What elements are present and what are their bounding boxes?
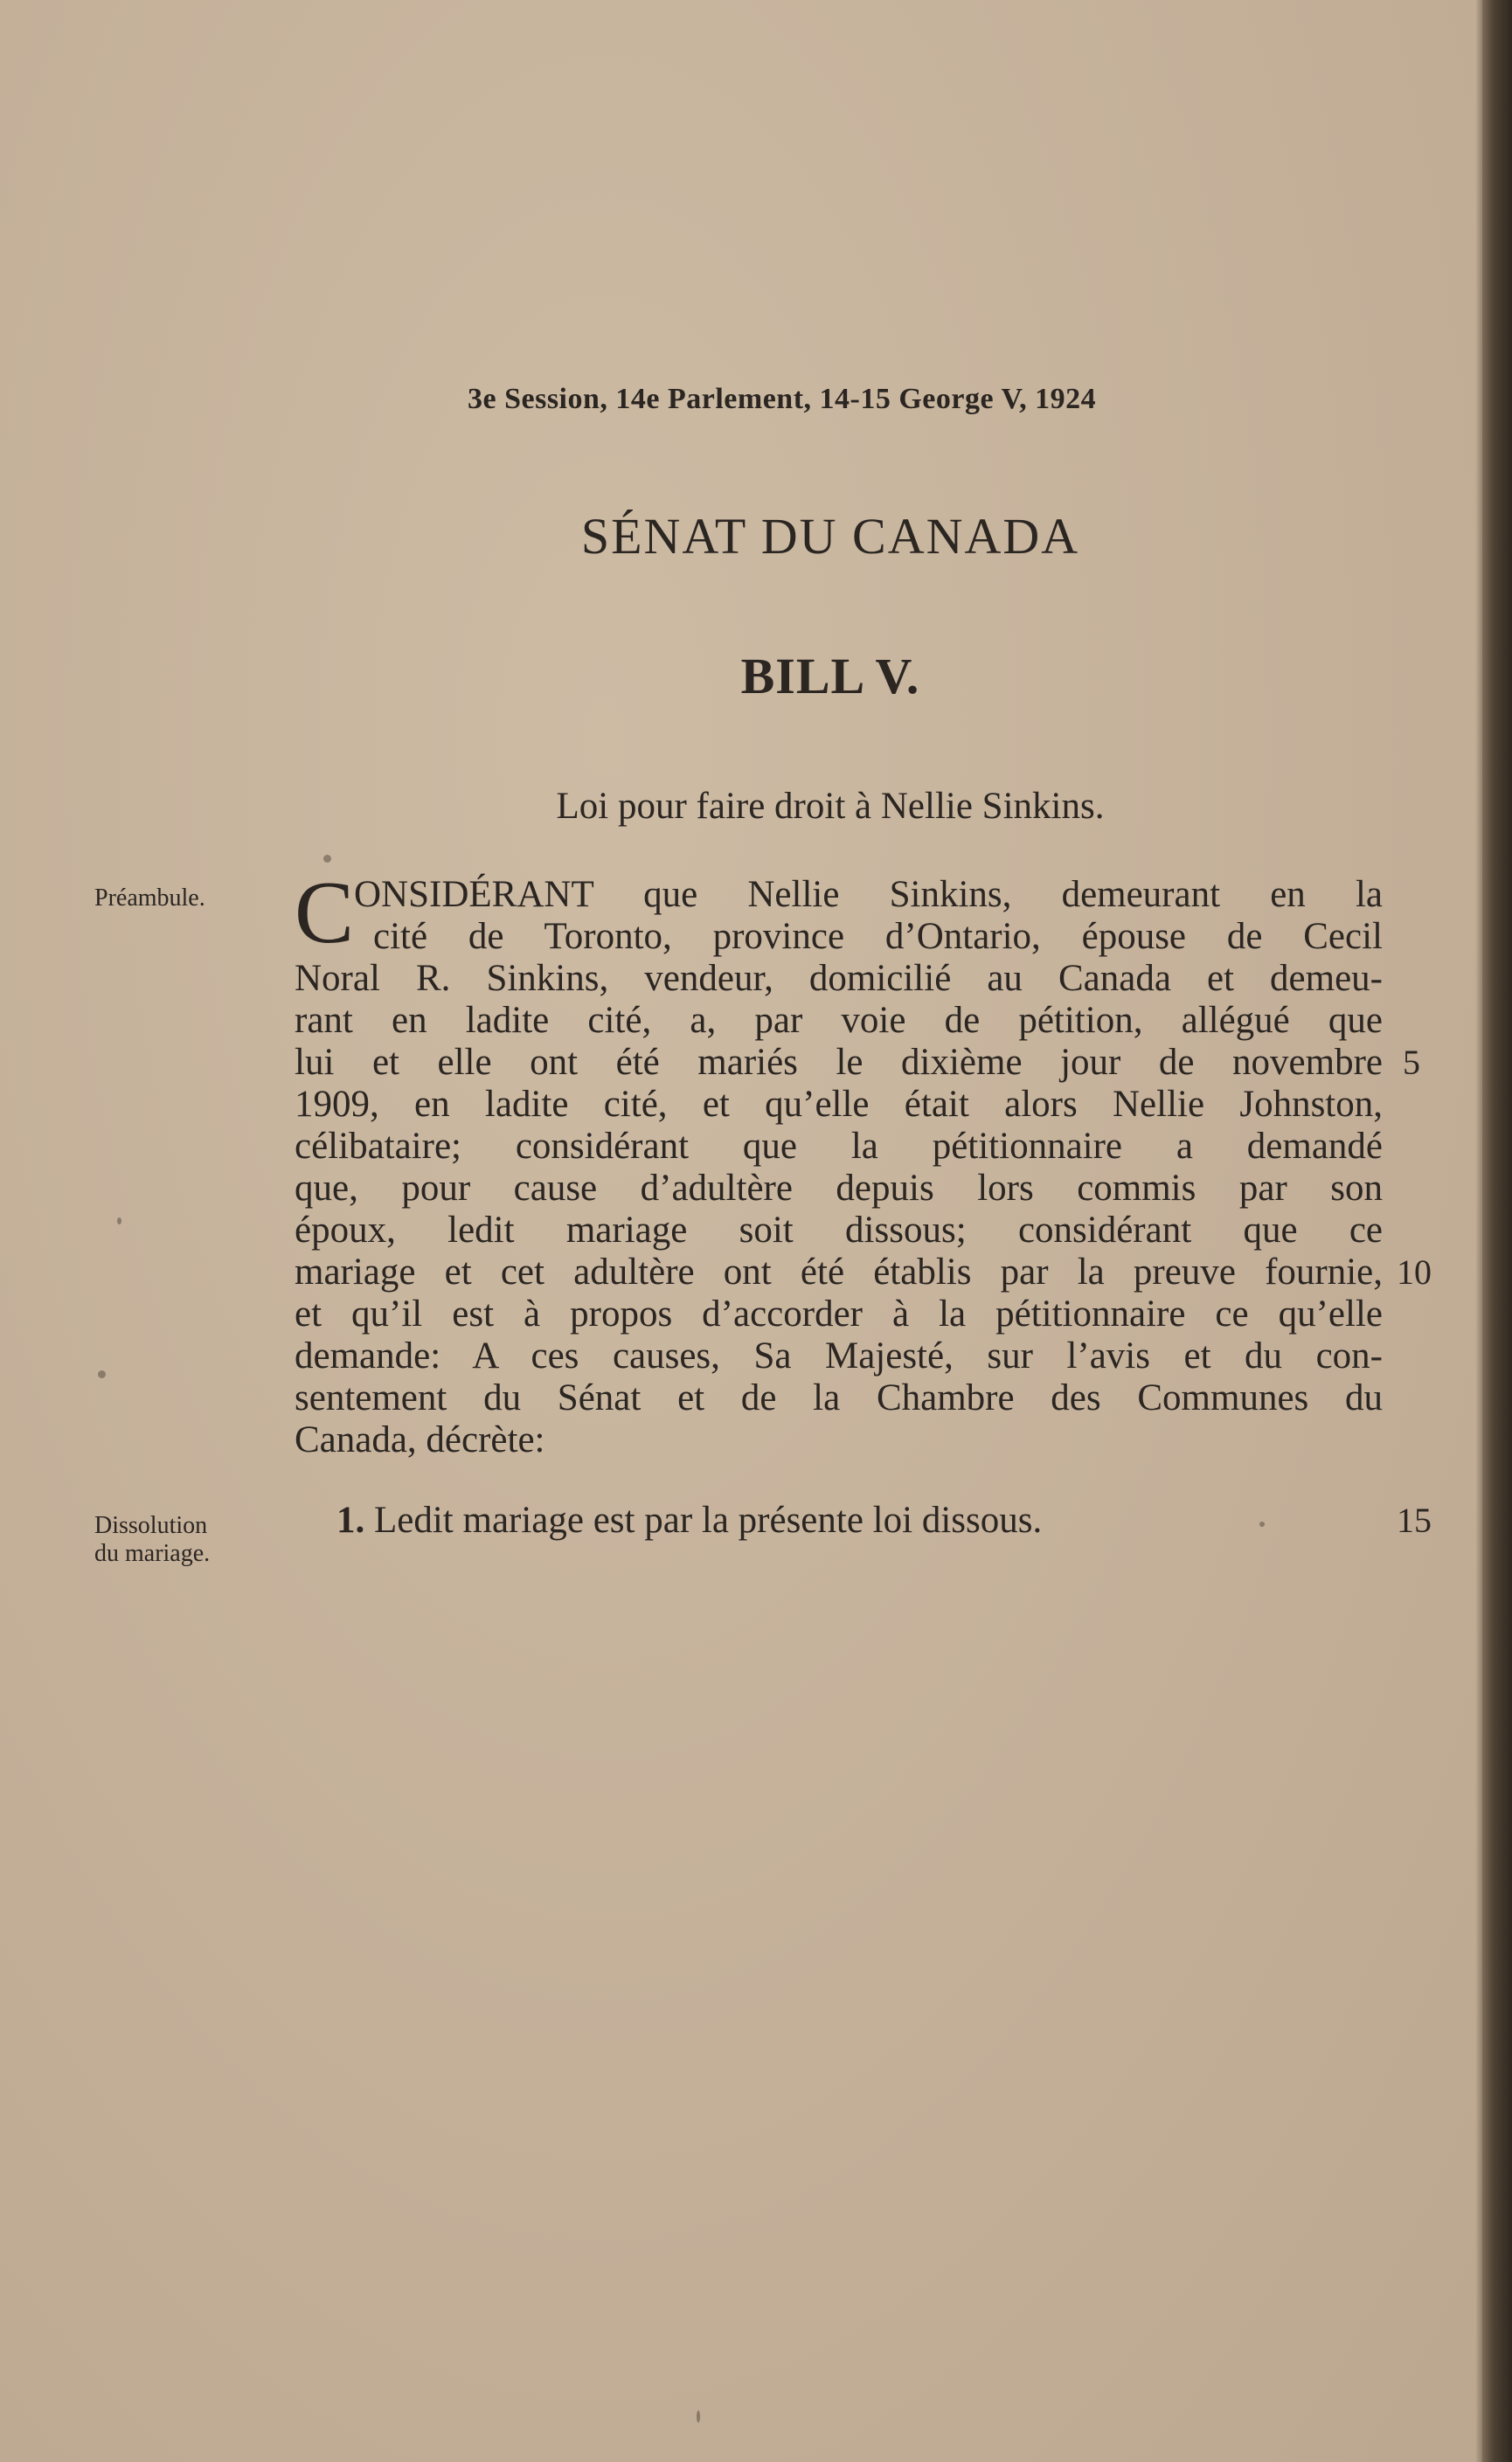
preamble-line: Canada, décrète: [295,1419,545,1460]
margin-note-dissolution [94,1512,210,1568]
preamble-drop-cap: C [295,863,355,962]
paper-speck [98,1370,106,1378]
clause-number: 1. [336,1500,365,1541]
margin-note-dissolution-line1: Dissolution [94,1512,208,1539]
bill-subtitle: Loi pour faire droit à Nellie Sinkins. [556,786,1105,827]
preamble-line: Noral R. Sinkins, vendeur, domicilié au Canada et demeu- [295,958,1383,999]
bill-number: BILL V. [740,648,920,704]
clause-1 [336,1500,1042,1542]
line-number-15: 15 [1397,1501,1432,1540]
session-header: 3e Session, 14e Parlement, 14-15 George V, 1924 [468,383,1097,415]
preamble-line: et qu’il est à propos d’accorder à la pétitionnaire ce qu’elle [295,1293,1383,1335]
preamble-line-2: cité de Toronto, province d’Ontario, épouse de Cecil [373,916,1383,957]
margin-note-dissolution-line2: du mariage. [94,1540,211,1567]
senate-title: SÉNAT DU CANADA [580,508,1080,565]
page-edge-shadow [1475,0,1482,2462]
preamble-line: que, pour cause d’adultère depuis lors commis par son [295,1168,1383,1209]
preamble-line: rant en ladite cité, a, par voie de pétition, allégué que [295,1000,1383,1041]
preamble-line: lui et elle ont été mariés le dixième jour de novembre [295,1042,1383,1083]
page-edge [1482,0,1512,2462]
preamble-line-1: ONSIDÉRANT que Nellie Sinkins, demeurant en la [354,874,1383,915]
margin-note-preamble: Préambule. [94,884,205,912]
preamble-line: demande: A ces causes, Sa Majesté, sur l’avis et du con- [295,1335,1383,1377]
preamble-line: mariage et cet adultère ont été établis par la preuve fournie, [295,1252,1383,1293]
preamble-body [295,958,1383,1461]
preamble-line: célibataire; considérant que la pétitionnaire a demandé [295,1126,1383,1167]
preamble-line: époux, ledit mariage soit dissous; considérant que ce [295,1210,1383,1251]
line-number-10: 10 [1397,1252,1432,1292]
paper-speck [117,1217,121,1224]
clause-text: Ledit mariage est par la présente loi dissous. [374,1500,1043,1541]
line-number-5: 5 [1403,1043,1420,1082]
paper-speck [697,2410,700,2423]
preamble-line: 1909, en ladite cité, et qu’elle était alors Nellie Johnston, [295,1084,1383,1125]
preamble-line: sentement du Sénat et de la Chambre des Communes du [295,1377,1383,1418]
paper-speck [323,855,331,863]
paper-speck [1259,1522,1265,1527]
